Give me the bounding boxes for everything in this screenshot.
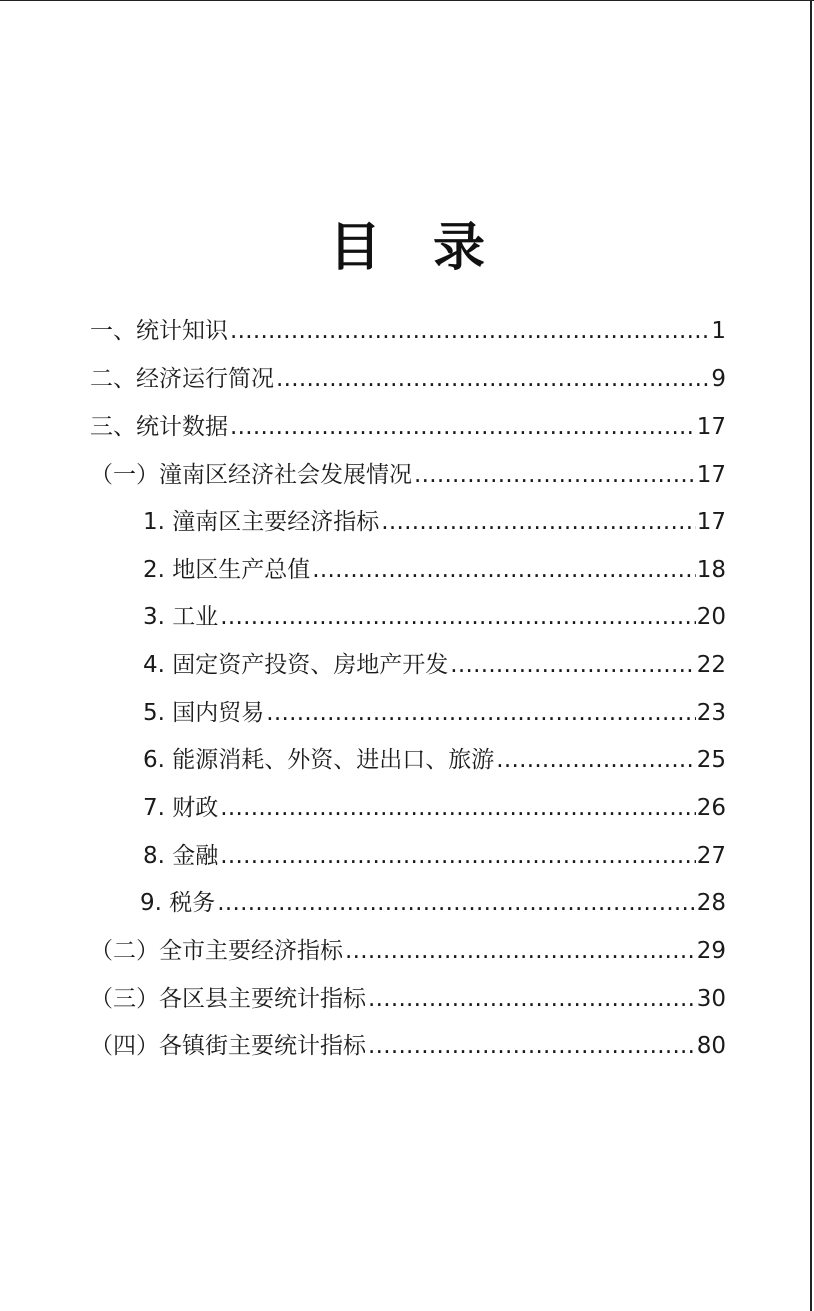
toc-page-number: 22 <box>696 652 726 678</box>
toc-entry-label: 5. 国内贸易 <box>143 700 265 726</box>
toc-dot-leader <box>220 841 695 871</box>
toc-page-number: 23 <box>696 700 726 726</box>
toc-entry-label: 一、统计知识 <box>90 318 228 344</box>
toc-entry-statistics-knowledge[interactable] <box>90 312 726 346</box>
toc-entry-gdp[interactable] <box>143 551 726 585</box>
toc-entry-fixed-asset-investment[interactable] <box>143 646 726 680</box>
toc-dot-leader <box>266 698 695 728</box>
toc-entry-label: （三）各区县主要统计指标 <box>90 986 366 1012</box>
toc-page-number: 29 <box>696 938 726 964</box>
toc-page-number: 18 <box>696 557 726 583</box>
toc-entry-economic-overview[interactable] <box>90 360 726 394</box>
toc-dot-leader <box>217 888 695 918</box>
toc-entry-finance[interactable] <box>143 789 726 823</box>
toc-entry-label: 1. 潼南区主要经济指标 <box>143 509 380 535</box>
toc-entry-city-indicators[interactable] <box>90 932 726 966</box>
toc-page-number: 9 <box>711 366 726 392</box>
toc-page-number: 17 <box>696 414 726 440</box>
toc-entry-district-indicators[interactable] <box>90 980 726 1014</box>
toc-page-number: 27 <box>696 843 726 869</box>
toc-entry-energy-trade-tourism[interactable] <box>143 741 726 775</box>
toc-dot-leader <box>381 507 695 537</box>
toc-dot-leader <box>230 412 696 442</box>
toc-page-number: 1 <box>711 318 726 344</box>
toc-entry-label: 2. 地区生产总值 <box>143 557 311 583</box>
toc-page-number: 80 <box>696 1033 726 1059</box>
page-top-border <box>0 0 814 1</box>
toc-page-number: 17 <box>696 509 726 535</box>
toc-entry-label: 6. 能源消耗、外资、进出口、旅游 <box>143 747 495 773</box>
toc-dot-leader <box>450 650 695 680</box>
toc-entry-main-indicators[interactable] <box>143 503 726 537</box>
toc-dot-leader <box>230 316 710 346</box>
toc-entry-taxation[interactable] <box>140 884 726 918</box>
page-title: 目 录 <box>328 217 485 278</box>
toc-dot-leader <box>496 745 695 775</box>
toc-entry-tongnan-development[interactable] <box>90 456 726 490</box>
toc-entry-domestic-trade[interactable] <box>143 694 726 728</box>
toc-entry-label: 9. 税务 <box>140 890 216 916</box>
toc-entry-label: 三、统计数据 <box>90 414 228 440</box>
toc-page-number: 20 <box>696 604 726 630</box>
toc-entry-label: 7. 财政 <box>143 795 219 821</box>
toc-page-number: 30 <box>696 986 726 1012</box>
page-right-border <box>810 0 812 1311</box>
toc-dot-leader <box>368 984 696 1014</box>
toc-dot-leader <box>368 1031 696 1061</box>
toc-entry-town-indicators[interactable] <box>90 1027 726 1061</box>
toc-entry-label: 3. 工业 <box>143 604 219 630</box>
toc-entry-industry[interactable] <box>143 598 726 632</box>
toc-entry-label: （二）全市主要经济指标 <box>90 938 343 964</box>
toc-entry-label: （一）潼南区经济社会发展情况 <box>90 462 412 488</box>
toc-page-number: 26 <box>696 795 726 821</box>
toc-entry-banking[interactable] <box>143 837 726 871</box>
toc-entry-label: 8. 金融 <box>143 843 219 869</box>
toc-entry-label: （四）各镇街主要统计指标 <box>90 1033 366 1059</box>
toc-page-number: 17 <box>696 462 726 488</box>
toc-entry-statistical-data[interactable] <box>90 408 726 442</box>
toc-dot-leader <box>220 602 695 632</box>
toc-dot-leader <box>414 460 696 490</box>
toc-dot-leader <box>345 936 696 966</box>
toc-entry-label: 二、经济运行简况 <box>90 366 274 392</box>
toc-dot-leader <box>312 555 695 585</box>
toc-entry-label: 4. 固定资产投资、房地产开发 <box>143 652 449 678</box>
toc-dot-leader <box>276 364 710 394</box>
toc-page-number: 25 <box>696 747 726 773</box>
toc-page-number: 28 <box>696 890 726 916</box>
toc-dot-leader <box>220 793 695 823</box>
